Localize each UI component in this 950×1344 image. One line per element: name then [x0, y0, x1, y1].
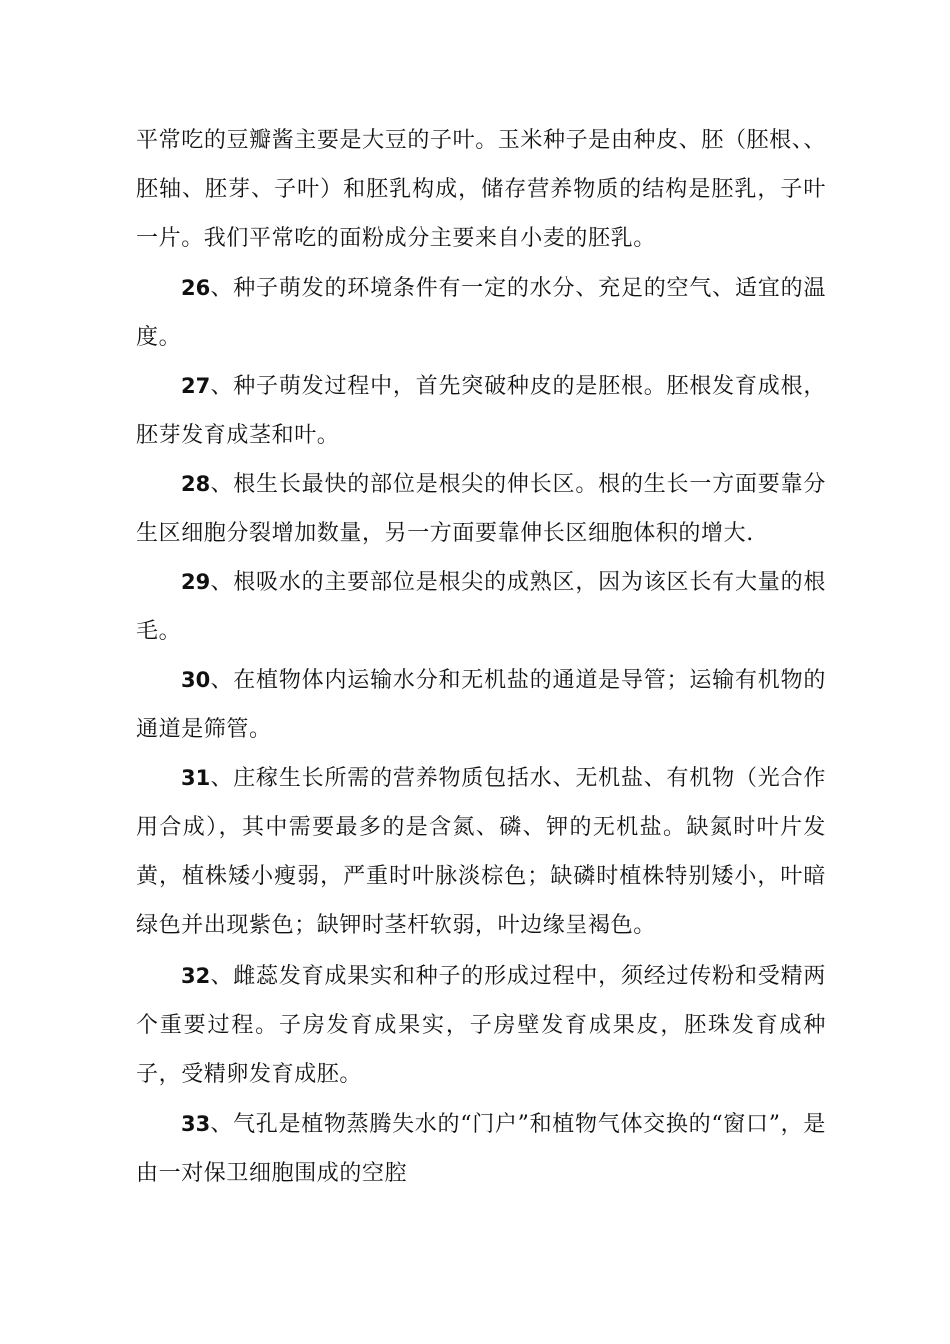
paragraph-text: 、种子萌发的环境条件有一定的水分、充足的空气、适宜的温度。	[136, 276, 826, 350]
paragraph-item-33	[136, 1100, 826, 1198]
paragraph-item-26	[136, 264, 826, 362]
item-number: 33	[181, 1112, 211, 1136]
item-number: 29	[181, 570, 211, 594]
paragraph-item-31	[136, 754, 826, 950]
paragraph-item-27	[136, 362, 826, 460]
item-number: 32	[181, 964, 211, 988]
item-number: 26	[181, 276, 211, 300]
paragraph-item-32	[136, 952, 826, 1099]
item-number: 28	[181, 472, 211, 496]
paragraph-text: 、庄稼生长所需的营养物质包括水、无机盐、有机物（光合作用合成），其中需要最多的是含氮、磷、钾的无机盐。缺氮时叶片发黄，植株矮小瘦弱，严重时叶脉淡棕色；缺磷时植株特别矮小，叶暗绿色并出现紫色；缺钾时茎杆软弱，叶边缘呈褐色。	[136, 766, 826, 938]
paragraph-continuation	[136, 116, 826, 263]
paragraph-text: 、雌蕊发育成果实和种子的形成过程中，须经过传粉和受精两个重要过程。子房发育成果实，子房壁发育成果皮，胚珠发育成种子，受精卵发育成胚。	[136, 964, 826, 1087]
paragraph-text: 、气孔是植物蒸腾失水的“门户”和植物气体交换的“窗口”，是由一对保卫细胞围成的空腔	[136, 1112, 826, 1186]
paragraph-text: 、在植物体内运输水分和无机盐的通道是导管；运输有机物的通道是筛管。	[136, 668, 826, 742]
paragraph-text: 、根生长最快的部位是根尖的伸长区。根的生长一方面要靠分生区细胞分裂增加数量，另一方面要靠伸长区细胞体积的增大.	[136, 472, 826, 546]
paragraph-item-30	[136, 656, 826, 754]
paragraph-text: 、种子萌发过程中，首先突破种皮的是胚根。胚根发育成根，胚芽发育成茎和叶。	[136, 374, 826, 448]
paragraph-text: 、根吸水的主要部位是根尖的成熟区，因为该区长有大量的根毛。	[136, 570, 826, 644]
paragraph-item-29	[136, 558, 826, 656]
item-number: 27	[181, 374, 211, 398]
paragraph-text: 平常吃的豆瓣酱主要是大豆的子叶。玉米种子是由种皮、胚（胚根、、胚轴、胚芽、子叶）和胚乳构成，储存营养物质的结构是胚乳，子叶一片。我们平常吃的面粉成分主要来自小麦的胚乳。	[136, 128, 826, 251]
paragraph-item-28	[136, 460, 826, 558]
item-number: 30	[181, 668, 211, 692]
item-number: 31	[181, 766, 211, 790]
